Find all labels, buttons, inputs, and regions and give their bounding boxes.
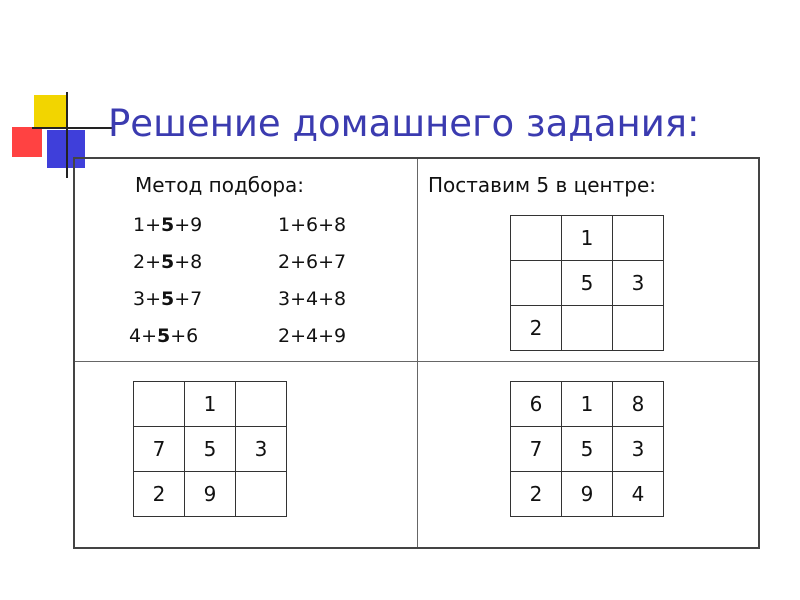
center-title: Поставим 5 в центре: <box>428 173 657 197</box>
logo-horizontal-line <box>32 127 112 129</box>
grid-cell: 5 <box>562 261 613 306</box>
grid-cell: 1 <box>562 216 613 261</box>
sum-right: 3+4+8 <box>278 288 347 310</box>
row-divider <box>75 361 758 362</box>
grid-cell <box>511 216 562 261</box>
magic-square-bottom-left <box>133 381 287 517</box>
sum-right: 1+6+8 <box>278 214 347 236</box>
grid-cell <box>562 306 613 351</box>
grid-cell: 5 <box>185 427 236 472</box>
page-title: Решение домашнего задания: <box>108 102 700 145</box>
sum-left: 2+5+8 <box>133 251 203 273</box>
grid-cell: 1 <box>562 382 613 427</box>
grid-cell: 2 <box>511 472 562 517</box>
grid-cell: 8 <box>613 382 664 427</box>
grid-cell: 7 <box>134 427 185 472</box>
sum-left: 4+5+6 <box>129 325 199 347</box>
grid-cell <box>134 382 185 427</box>
magic-square-bottom-right <box>510 381 664 517</box>
grid-cell <box>613 216 664 261</box>
grid-cell: 5 <box>562 427 613 472</box>
grid-cell: 3 <box>236 427 287 472</box>
solution-table <box>73 157 760 549</box>
column-divider <box>417 159 418 547</box>
grid-cell <box>236 472 287 517</box>
sum-right: 2+4+9 <box>278 325 347 347</box>
grid-cell: 1 <box>185 382 236 427</box>
grid-cell <box>511 261 562 306</box>
grid-cell: 9 <box>562 472 613 517</box>
grid-cell: 2 <box>134 472 185 517</box>
grid-cell: 6 <box>511 382 562 427</box>
logo-red-square <box>12 127 42 157</box>
sum-left: 3+5+7 <box>133 288 203 310</box>
grid-cell: 4 <box>613 472 664 517</box>
grid-cell: 7 <box>511 427 562 472</box>
sum-right: 2+6+7 <box>278 251 347 273</box>
magic-square-top <box>510 215 664 351</box>
grid-cell <box>613 306 664 351</box>
grid-cell: 9 <box>185 472 236 517</box>
grid-cell: 3 <box>613 261 664 306</box>
grid-cell: 3 <box>613 427 664 472</box>
method-title: Метод подбора: <box>135 173 305 197</box>
logo-vertical-line <box>66 92 68 178</box>
logo-yellow-square <box>34 95 68 129</box>
grid-cell <box>236 382 287 427</box>
sum-left: 1+5+9 <box>133 214 203 236</box>
grid-cell: 2 <box>511 306 562 351</box>
